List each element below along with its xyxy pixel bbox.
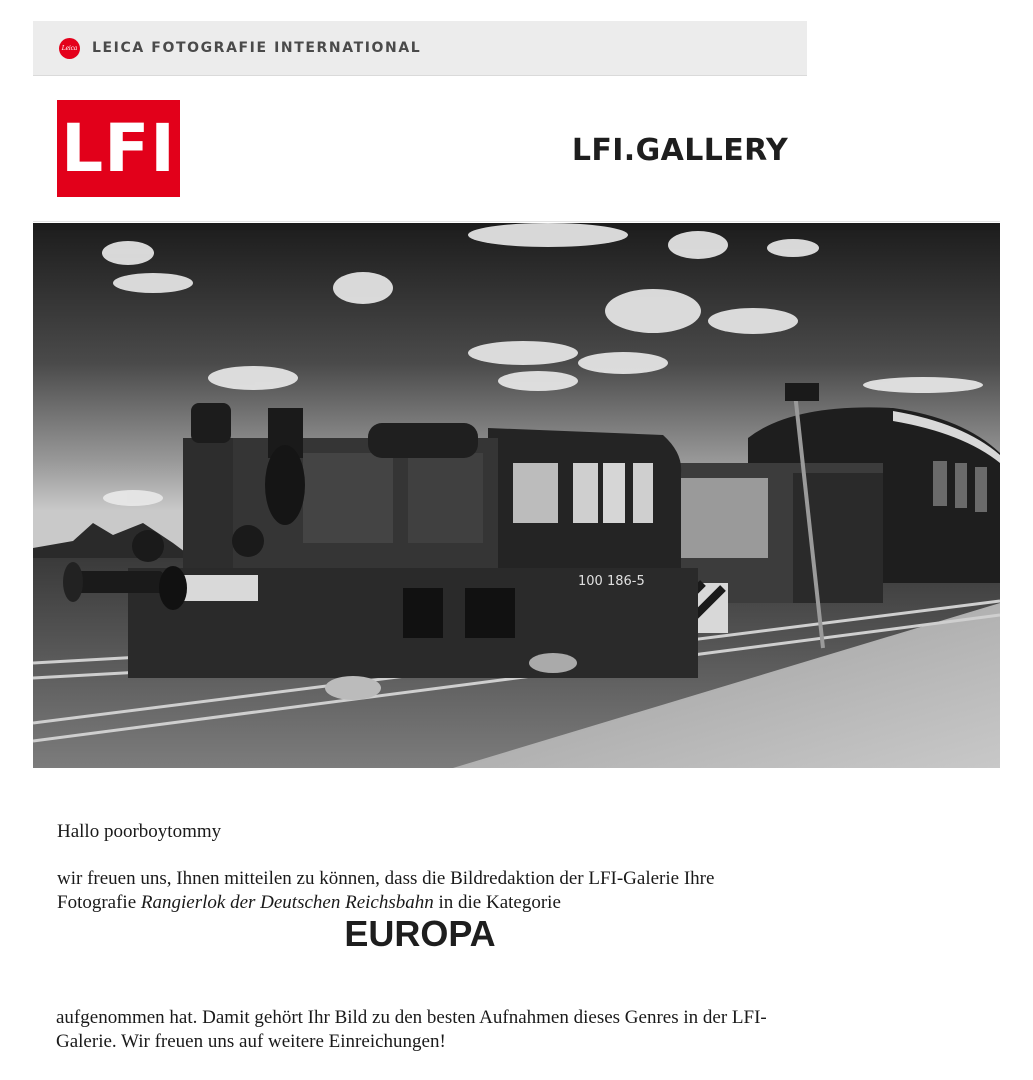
leica-logo-icon[interactable] [59,38,80,59]
header-divider [33,221,1000,222]
message-outro: in die Kategorie [433,892,561,913]
gallery-title[interactable]: LFI.GALLERY [571,133,789,168]
closing-message: aufgenommen hat. Damit gehört Ihr Bild zu den besten Aufnahmen dieses Genres in der LFI-Galerie. Wir freuen uns auf weitere Einreichungen! [56,1007,767,1052]
leica-logo-text: Leica [61,44,78,52]
lfi-logo-text: LFI [61,109,176,187]
featured-photo[interactable] [33,223,1000,768]
category-name: EUROPA [344,913,496,954]
acceptance-message [57,867,797,915]
photo-title: Rangierlok der Deutschen Reichsbahn [140,892,434,913]
brand-header-bar [33,21,807,76]
lfi-logo[interactable] [57,100,180,197]
locomotive-number: 100 186-5 [578,574,645,589]
message-intro: wir freuen uns, Ihnen mitteilen zu können, dass die Bildredaktion der LFI-Galerie Ihre Fotografie [57,868,715,913]
greeting: Hallo poorboytommy [57,821,222,842]
brand-name[interactable]: LEICA FOTOGRAFIE INTERNATIONAL [92,40,422,56]
